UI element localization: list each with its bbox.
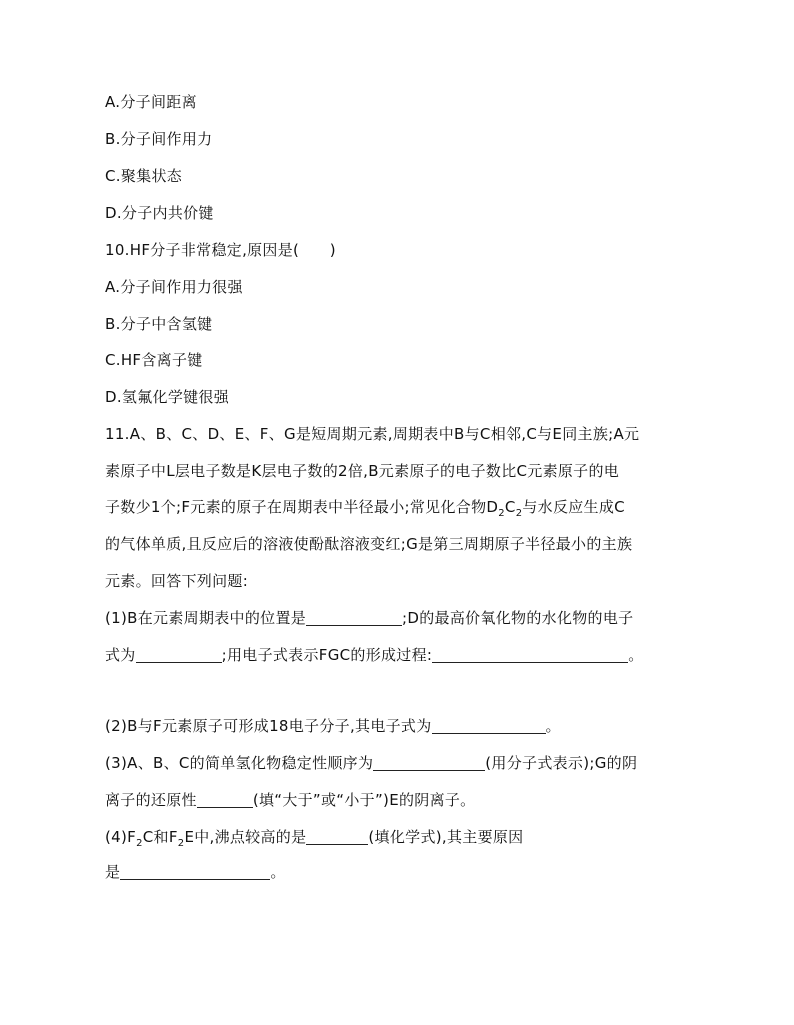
answer-blank-5[interactable] — [373, 754, 485, 771]
q11-line3-sub2: 2 — [515, 508, 523, 519]
answer-blank-4[interactable] — [432, 717, 546, 734]
q11-part1-line2 — [105, 645, 644, 665]
q11-line3-post: 与水反应生成C — [522, 498, 625, 516]
q11-stem-line1: 11.A、B、C、D、E、F、G是短周期元素,周期表中B与C相邻,C与E同主族;A元 — [105, 425, 640, 443]
q11-stem-line2: 素原子中L层电子数是K层电子数的2倍,B元素原子的电子数比C元素原子的电 — [105, 462, 620, 480]
q11-line3-pre: 子数少1个;F元素的原子在周期表中半径最小;常见化合物D — [105, 498, 499, 516]
q11-part3-line2 — [105, 790, 475, 810]
answer-blank-6[interactable] — [197, 791, 253, 808]
q11-part4-text-a2: C和F — [142, 828, 178, 846]
q10-option-d: D.氢氟化学键很强 — [105, 388, 230, 406]
q11-part1-text-c: 式为 — [105, 646, 136, 664]
q9-option-a: A.分子间距离 — [105, 93, 197, 111]
answer-blank-8[interactable] — [120, 863, 270, 880]
answer-blank-2[interactable] — [136, 646, 222, 663]
q9-option-c: C.聚集状态 — [105, 167, 183, 185]
q11-part1-text-d: ;用电子式表示FGC的形成过程: — [221, 646, 433, 664]
q11-part1-end: 。 — [628, 646, 644, 664]
q11-stem-line4: 的气体单质,且反应后的溶液使酚酞溶液变红;G是第三周期原子半径最小的主族 — [105, 535, 633, 553]
q10-option-a: A.分子间作用力很强 — [105, 278, 243, 296]
q9-option-b: B.分子间作用力 — [105, 130, 213, 148]
q11-part4-text-a3: E中,沸点较高的是 — [184, 828, 307, 846]
q11-part4-sub1: 2 — [136, 838, 143, 849]
q11-line3-mid: C — [504, 498, 516, 516]
q11-part4-sub2: 2 — [177, 838, 185, 849]
q11-part1-text-a: (1)B在元素周期表中的位置是 — [105, 609, 307, 627]
q11-stem-line5: 元素。回答下列问题: — [105, 572, 249, 590]
q9-option-d: D.分子内共价键 — [105, 204, 214, 222]
q11-part4-text-b: (填化学式),其主要原因 — [368, 828, 524, 846]
q11-part3-text-d: (填“大于”或“小于”)E的阴离子。 — [252, 791, 476, 809]
q11-line3-sub1: 2 — [498, 508, 505, 519]
q11-part1-line1 — [105, 608, 633, 628]
q11-part4-line1 — [105, 827, 523, 847]
q11-part1-text-b: ;D的最高价氧化物的水化物的电子 — [402, 609, 634, 627]
q11-part2-line — [105, 716, 561, 736]
answer-blank-7[interactable] — [306, 828, 368, 845]
q11-part3-text-c: 离子的还原性 — [105, 791, 197, 809]
q10-stem: 10.HF分子非常稳定,原因是( ) — [105, 241, 336, 259]
q11-stem-line3 — [105, 497, 625, 517]
answer-blank-1[interactable] — [306, 609, 402, 626]
q11-part4-text-c: 是 — [105, 863, 121, 881]
q10-option-b: B.分子中含氢键 — [105, 315, 213, 333]
q11-part4-text-a1: (4)F — [105, 828, 137, 846]
q11-part3-line1 — [105, 753, 637, 773]
q10-option-c: C.HF含离子键 — [105, 351, 203, 369]
q11-part3-text-a: (3)A、B、C的简单氢化物稳定性顺序为 — [105, 754, 374, 772]
q11-part4-line2 — [105, 862, 286, 882]
q11-part4-end: 。 — [270, 863, 286, 881]
q11-part3-text-b: (用分子式表示);G的阴 — [485, 754, 638, 772]
q11-part2-end: 。 — [545, 717, 561, 735]
q11-part2-text-a: (2)B与F元素原子可形成18电子分子,其电子式为 — [105, 717, 432, 735]
answer-blank-3[interactable] — [432, 646, 628, 663]
